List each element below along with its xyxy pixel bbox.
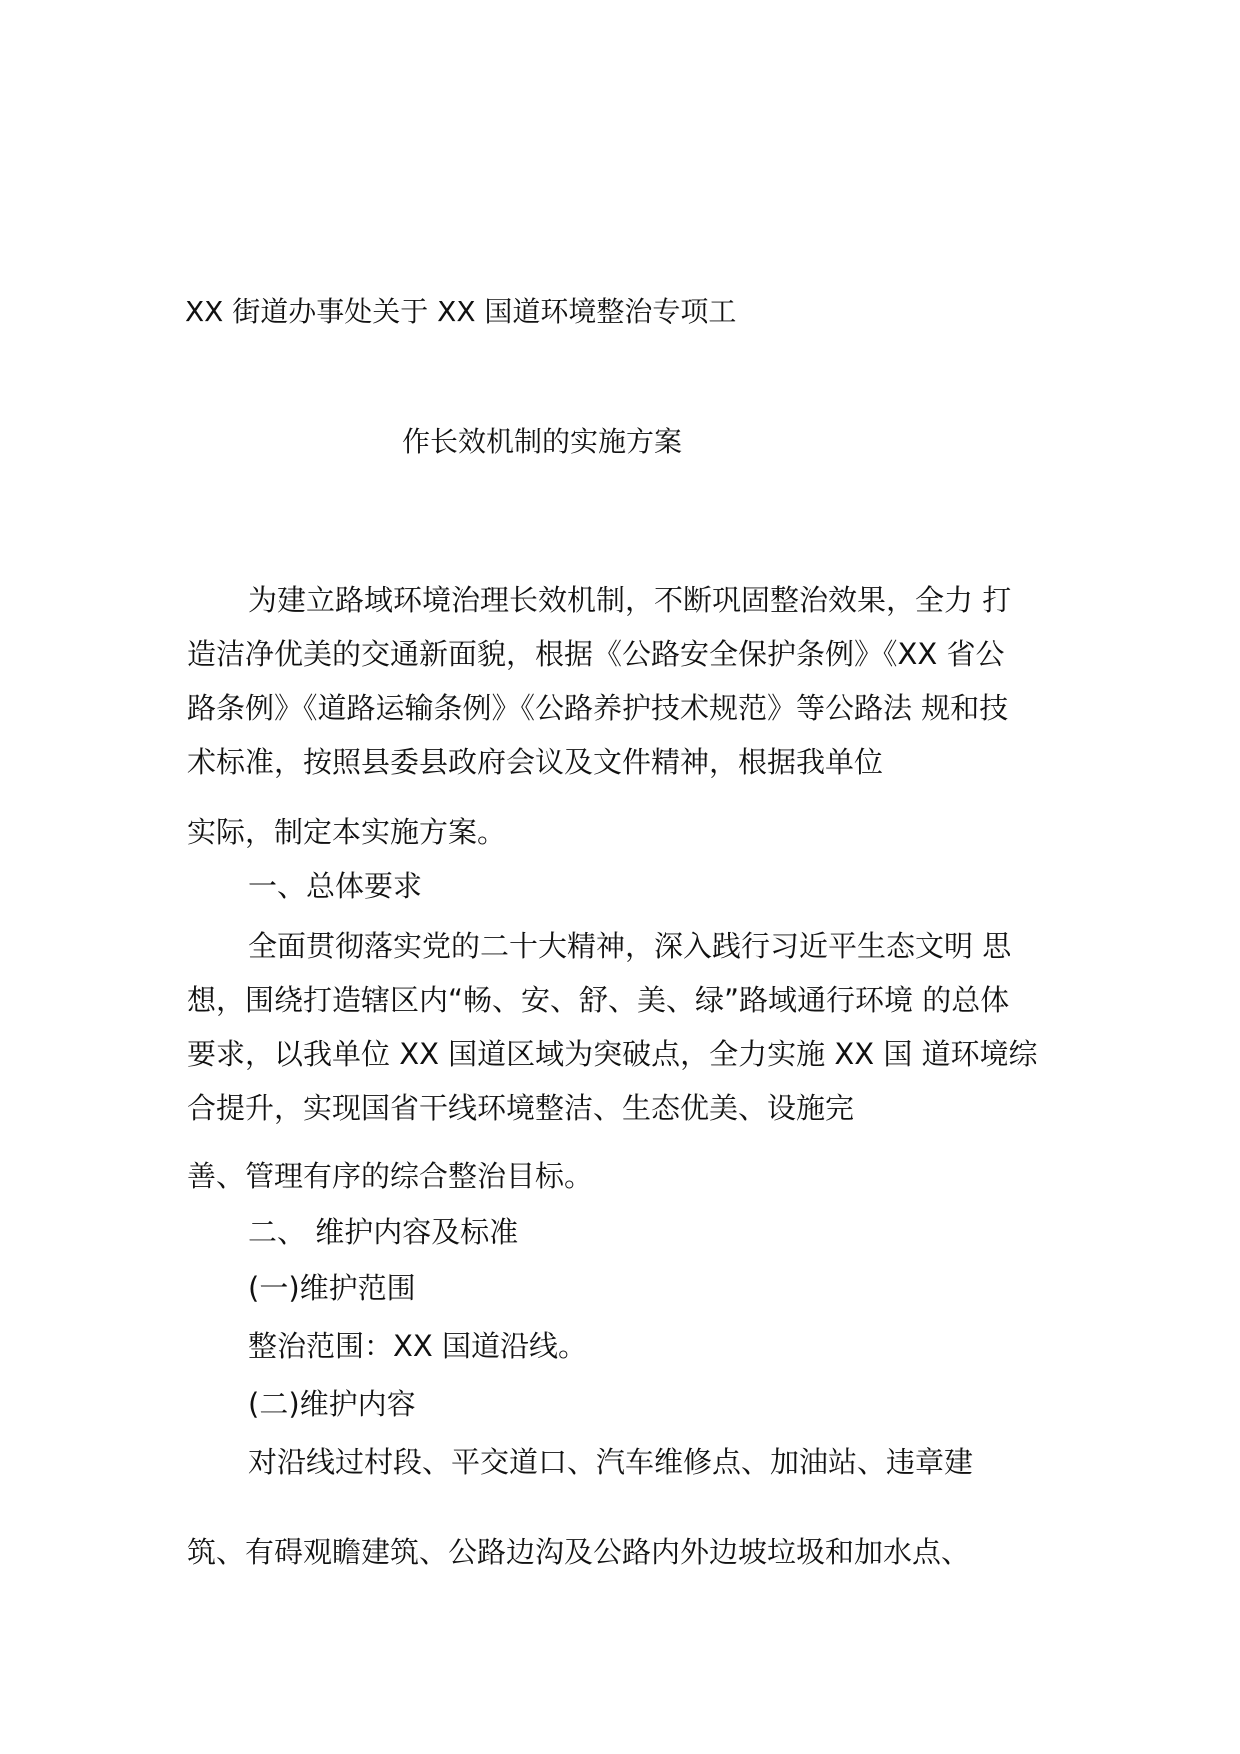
section-2-subheading-1: (一)维护范围 <box>248 1271 416 1305</box>
section-1-line-5: 善、管理有序的综合整治目标。 <box>187 1159 594 1193</box>
section-1-line-1: 全面贯彻落实党的二十大精神，深入践行习近平生态文明 思 <box>248 929 1012 963</box>
intro-paragraph-line-1: 为建立路域环境治理长效机制，不断巩固整治效果，全力 打 <box>248 583 1012 617</box>
section-1-line-2: 想，围绕打造辖区内“畅、安、舒、美、绿”路域通行环境 的总体 <box>187 983 1010 1017</box>
intro-paragraph-line-2: 造洁净优美的交通新面貌，根据《公路安全保护条例》《XX 省公 <box>187 637 1005 671</box>
document-title-line-2: 作长效机制的实施方案 <box>402 425 683 458</box>
intro-paragraph-line-4: 术标准，按照县委县政府会议及文件精神，根据我单位 <box>187 745 884 779</box>
intro-paragraph-line-5: 实际，制定本实施方案。 <box>187 815 507 849</box>
section-2-subheading-2: (二)维护内容 <box>248 1387 416 1421</box>
section-1-heading: 一、总体要求 <box>248 869 423 903</box>
section-2-scope-text: 整治范围：XX 国道沿线。 <box>248 1329 587 1363</box>
section-1-line-4: 合提升，实现国省干线环境整洁、生态优美、设施完 <box>187 1091 855 1125</box>
section-1-line-3: 要求，以我单位 XX 国道区域为突破点，全力实施 XX 国 道环境综 <box>187 1037 1038 1071</box>
intro-paragraph-line-3: 路条例》《道路运输条例》《公路养护技术规范》等公路法 规和技 <box>187 691 1009 725</box>
section-2-heading: 二、 维护内容及标准 <box>248 1215 519 1249</box>
section-2-content-line-2: 筑、有碍观瞻建筑、公路边沟及公路内外边坡垃圾和加水点、 <box>187 1535 971 1569</box>
document-title-line-1: XX 街道办事处关于 XX 国道环境整治专项工 <box>185 295 737 328</box>
section-2-content-line-1: 对沿线过村段、平交道口、汽车维修点、加油站、违章建 <box>248 1445 974 1479</box>
